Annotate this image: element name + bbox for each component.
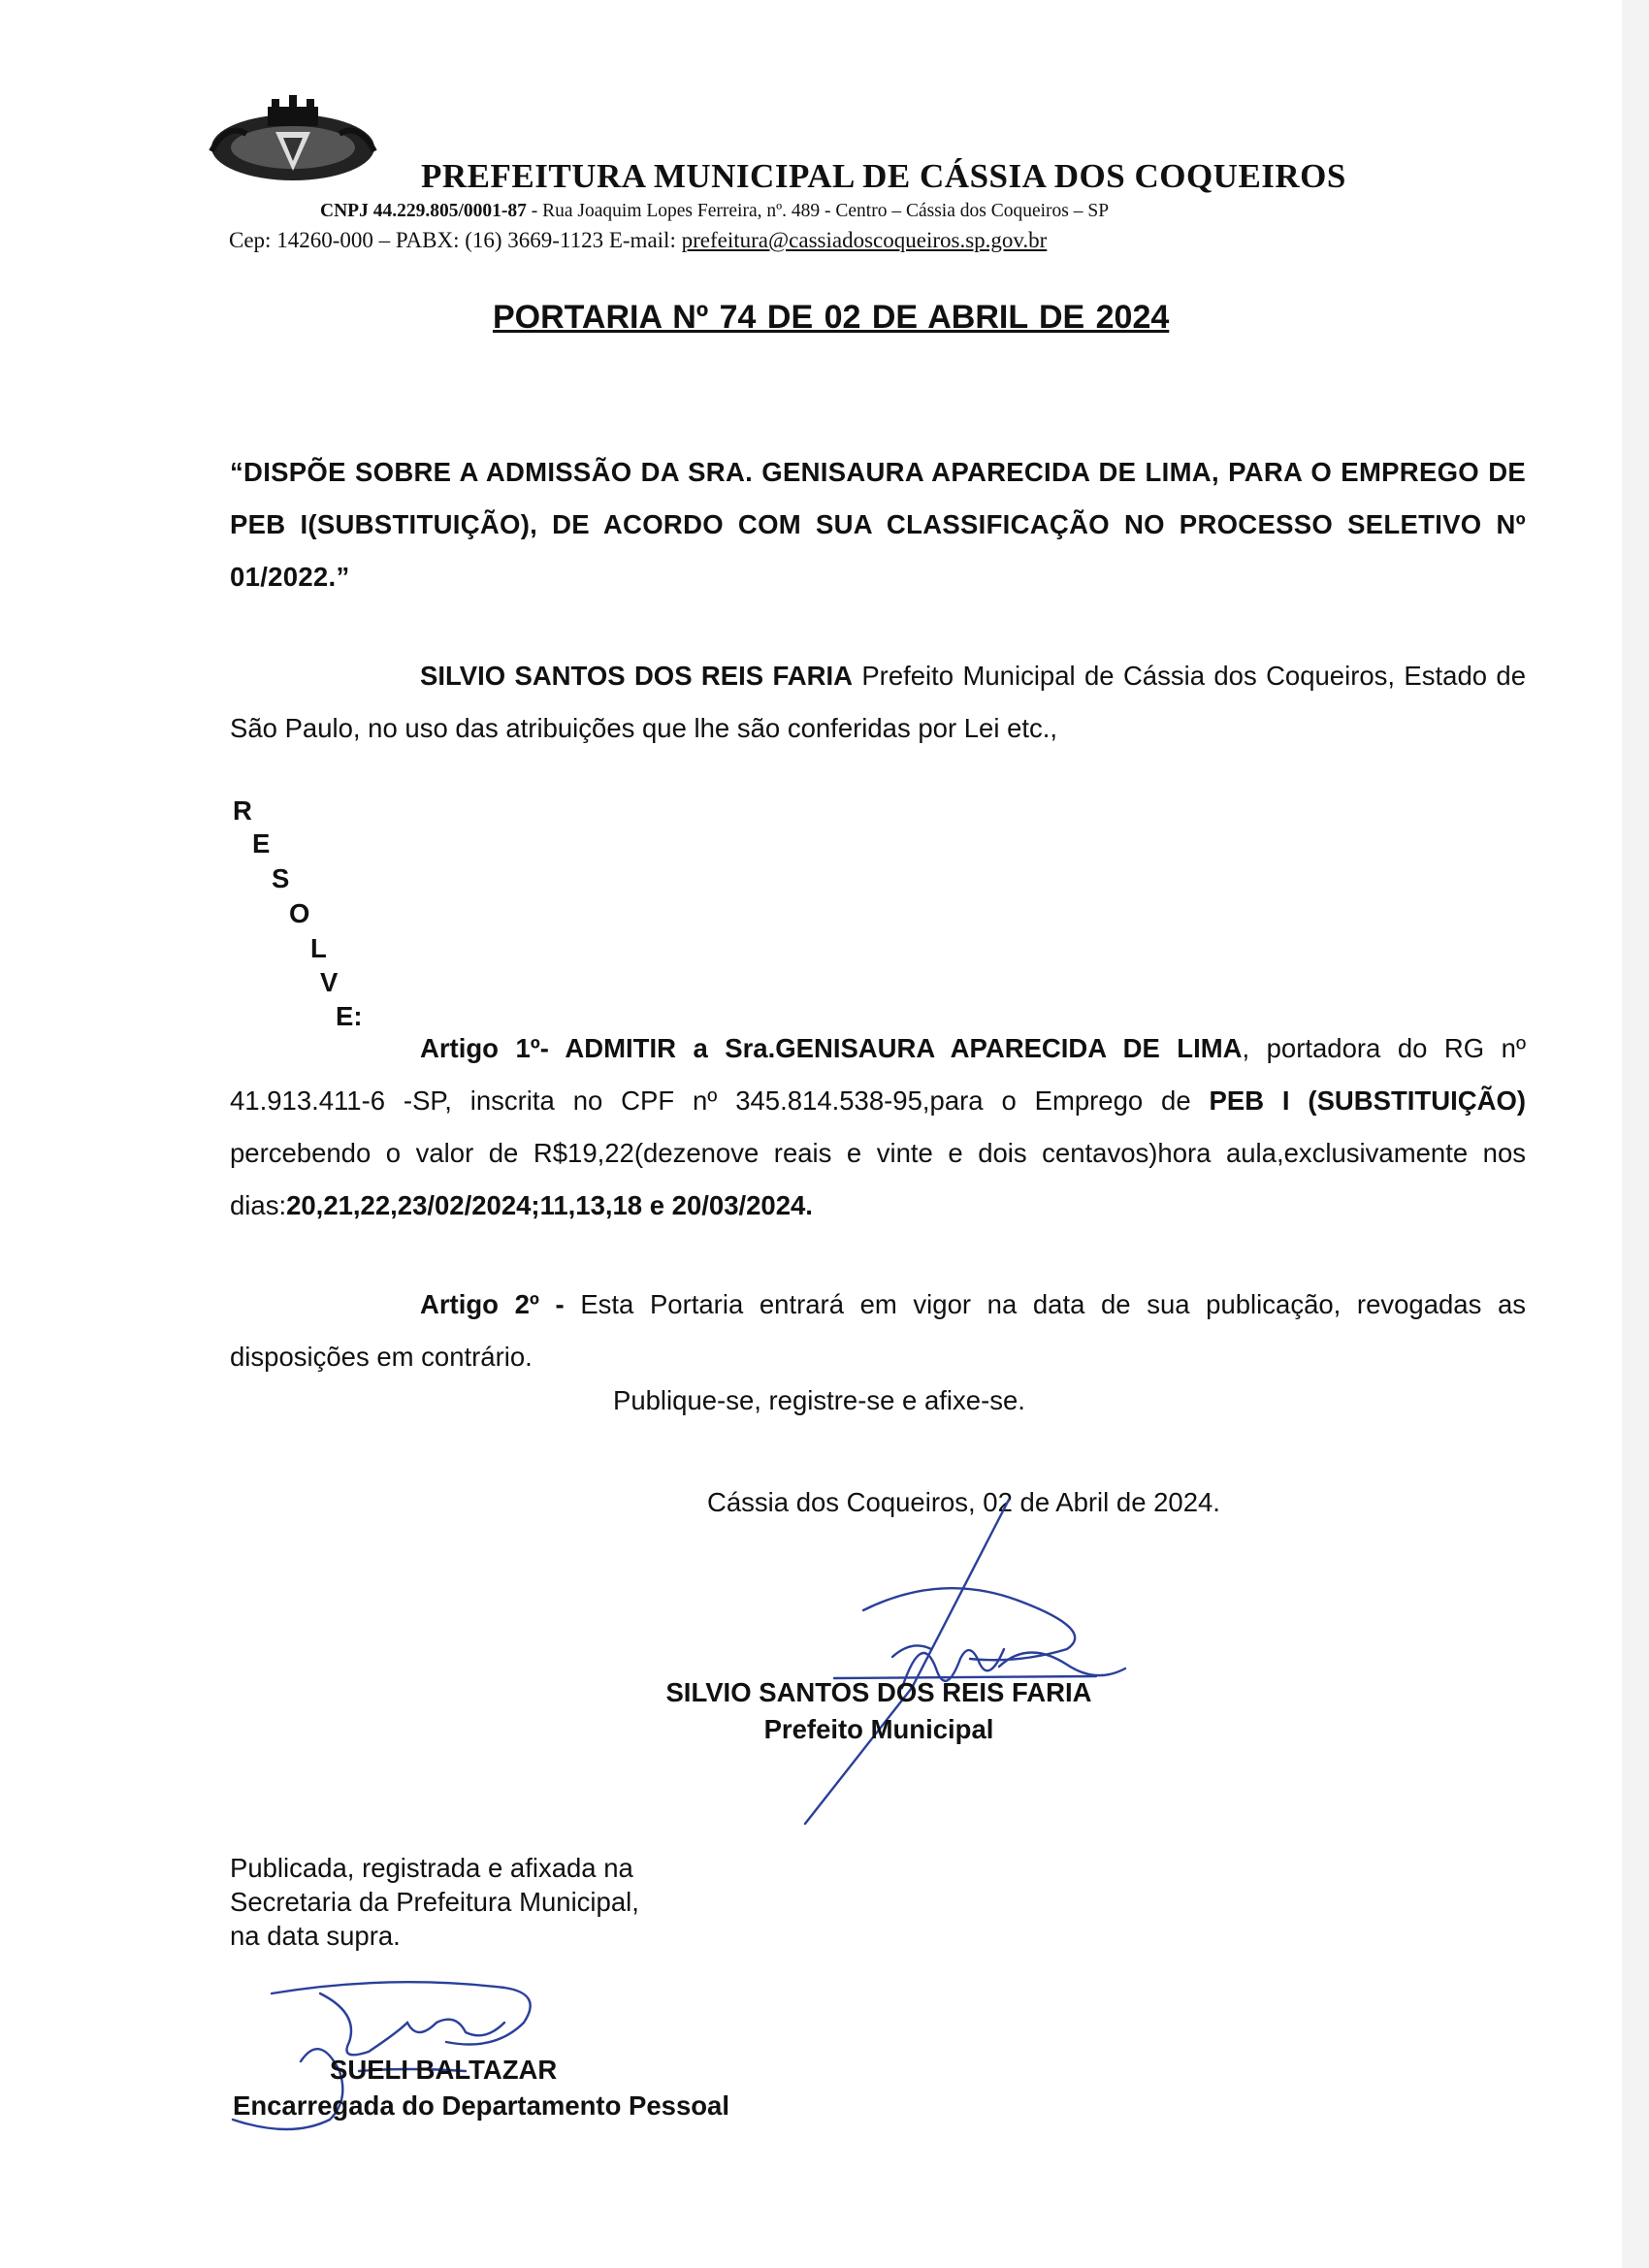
article-1-bold-b: PEB I (SUBSTITUIÇÃO): [1209, 1085, 1526, 1116]
preamble-text: Prefeito Municipal de Cássia dos Coqueiros, Estado de São Paulo, no uso das atribuições que lhe são conferidas por Lei etc.,: [230, 661, 1526, 743]
article-1-label: Artigo 1º- ADMITIR a Sra.GENISAURA APARECIDA DE LIMA: [420, 1033, 1243, 1063]
publication-note-line: na data supra.: [230, 1921, 401, 1951]
resolve-letter: V: [320, 967, 339, 997]
resolve-letter: E:: [336, 1001, 363, 1031]
org-contact-text: Cep: 14260-000 – PABX: (16) 3669-1123 E-mail:: [229, 228, 682, 252]
closing-line: Publique-se, registre-se e afixe-se.: [613, 1385, 1025, 1415]
municipal-seal-logo: [208, 93, 378, 190]
org-cnpj: CNPJ 44.229.805/0001-87: [320, 201, 527, 221]
place-date: Cássia dos Coqueiros, 02 de Abril de 2024.: [707, 1487, 1220, 1517]
document-title: PORTARIA Nº 74 DE 02 DE ABRIL DE 2024: [493, 299, 1170, 336]
mayor-signature: [776, 1494, 1145, 1833]
article-2-label: Artigo 2º -: [420, 1289, 581, 1319]
publication-note: [230, 1851, 639, 1953]
ementa: “DISPÕE SOBRE A ADMISSÃO DA SRA. GENISAURA APARECIDA DE LIMA, PARA O EMPREGO DE PEB I(SUBSTITUIÇÃO), DE ACORDO COM SUA CLASSIFICAÇÃO NO PROCESSO SELETIVO Nº 01/2022.”: [230, 457, 1526, 592]
article-1-bold-d: 20,21,22,23/02/2024;11,13,18 e 20/03/2024.: [286, 1190, 813, 1220]
article-1-text-a: , portadora do RG nº 41.913.411-6 -SP, inscrita no CPF nº 345.814.538-95,para o Emprego de: [230, 1033, 1526, 1116]
article-1: [230, 1022, 1526, 1232]
signatory2-role: Encarregada do Departamento Pessoal: [233, 2090, 729, 2121]
publication-note-line: Secretaria da Prefeitura Municipal,: [230, 1887, 639, 1917]
publication-note-line: Publicada, registrada e afixada na: [230, 1853, 633, 1883]
org-address: - Rua Joaquim Lopes Ferreira, nº. 489 - Centro – Cássia dos Coqueiros – SP: [526, 201, 1110, 221]
preamble-name: SILVIO SANTOS DOS REIS FARIA: [420, 661, 853, 691]
resolve-letter: O: [289, 898, 310, 928]
resolve-letter: E: [252, 828, 271, 859]
scan-edge: [1622, 0, 1649, 2268]
article-2-text: Esta Portaria entrará em vigor na data de sua publicação, revogadas as disposições em contrário.: [230, 1289, 1526, 1372]
signatory-role: Prefeito Municipal: [763, 1714, 994, 1744]
org-contact: [229, 228, 1047, 253]
signatory2-name: SUELI BALTAZAR: [330, 2055, 558, 2085]
article-1-text-c: percebendo o valor de R$19,22(dezenove reais e vinte e dois centavos)hora aula,exclusivamente nos dias:: [230, 1138, 1526, 1220]
org-cnpj-address: [320, 201, 1109, 222]
resolve-letter: L: [310, 933, 327, 963]
preamble: [230, 650, 1526, 755]
org-name: PREFEITURA MUNICIPAL DE CÁSSIA DOS COQUEIROS: [421, 157, 1346, 195]
org-email: prefeitura@cassiadoscoqueiros.sp.gov.br: [681, 228, 1048, 252]
resolve-letter: S: [272, 863, 290, 893]
article-2: [230, 1279, 1526, 1383]
signatory-name: SILVIO SANTOS DOS REIS FARIA: [665, 1677, 1092, 1707]
resolve-letter: R: [233, 795, 252, 826]
